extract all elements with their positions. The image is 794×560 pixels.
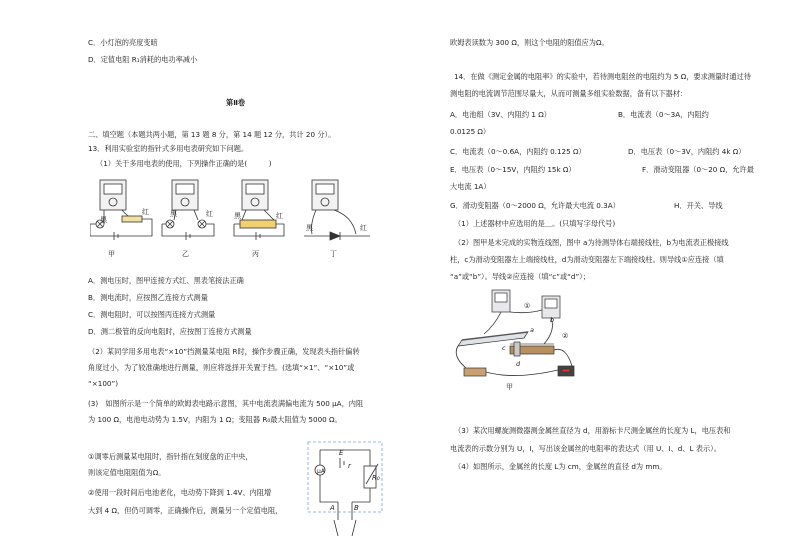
question-13-part1: （1）关于多用电表的使用，下列操作正确的是( )	[96, 159, 272, 168]
black-probe-label-ding: 黑	[306, 224, 313, 232]
right-column	[410, 0, 780, 560]
internal-resistance-label: r	[348, 462, 351, 470]
part2-heading: 二、填空题（本题共两小题，第 13 题 8 分，第 14 题 12 分，共计 20 分）。	[88, 130, 336, 139]
question-13-part2-line1: （2）某同学用多用电表“×10”挡测量某电阻 R时，操作步骤正确，发现表头指针偏转	[88, 347, 360, 356]
ammeter-symbol: μA	[317, 468, 325, 475]
question-14-part2-line3: “a”或“b”）。导线②应连接（填“c”或“d”）；	[450, 272, 590, 281]
question-13-sub2-line2: 大到 4 Ω，但仍可调零，正确操作后，测量另一个定值电阻，	[88, 506, 283, 515]
black-probe-label-bing: 黑	[234, 212, 241, 220]
question-13-part2-line2: 角度过小，为了较准确地进行测量，则应将选择开关置于挡。(选填“×1”、“×10”或	[88, 363, 355, 372]
option-c-previous: C．小灯泡的亮度变暗	[88, 38, 158, 47]
question-13-part2-line3: “×100”)	[88, 379, 118, 388]
equipment-b-continued: 0.0125 Ω）	[450, 127, 491, 136]
equipment-h: H．开关、导线	[674, 201, 723, 210]
question-13-stem: 13．利用实验室的指针式多用电表研究如下问题。	[88, 144, 249, 153]
terminal-d-label: d	[516, 360, 521, 368]
question-13-sub2-line1: ②使用一段时间后电池老化，电动势下降到 1.4V、内阻增	[88, 488, 272, 497]
terminal-b-label: B	[354, 504, 359, 512]
ohmmeter-circuit	[306, 440, 384, 540]
question-13-sub1-line1: ①调零后测量某电阻时，指针指在刻度盘的正中央，	[88, 452, 253, 461]
photo-caption-jia: 甲	[506, 383, 513, 391]
wire-two-label: ②	[562, 332, 569, 340]
black-probe-label-jia: 黑	[100, 216, 107, 224]
emf-label: E	[339, 449, 344, 457]
equipment-a: A．电池组（3V、内阻约 1 Ω）	[450, 110, 551, 119]
question-14-part1: （1）上述器材中应选用的是＿。(只填写字母代号)	[454, 219, 616, 228]
black-probe-label-yi: 黑	[170, 210, 177, 218]
multimeter-figures	[90, 172, 375, 264]
equipment-g: G．滑动变阻器（0～2000 Ω，允许最大电流 0.3A）	[450, 201, 620, 210]
red-probe-label-yi: 红	[206, 210, 213, 218]
option-d: D．测二极管的反向电阻时，应按图丁连接方式测量	[88, 327, 252, 336]
equipment-c: C．电流表（0～0.6A，内阻约 0.125 Ω）	[450, 147, 586, 156]
option-b: B．测电流时，应按图乙连接方式测量	[88, 293, 208, 302]
equipment-f: F．滑动变阻器（0～20 Ω，允许最	[642, 165, 754, 174]
question-14-line1: 14．在做《测定金属的电阻率》的实验中，若待测电阻丝的电阻约为 5 Ω，要求测量时通过待	[454, 72, 751, 81]
carryover-line: 欧姆表读数为 300 Ω，则这个电阻的阻值应为Ω。	[450, 38, 609, 47]
terminal-b-label: b	[550, 316, 555, 324]
figure-label-yi: 乙	[182, 250, 189, 258]
left-column	[0, 0, 380, 560]
question-13-sub1-line2: 则该定值电阻阻值为Ω。	[88, 468, 166, 477]
terminal-a-label: a	[530, 326, 534, 334]
section-title: 第Ⅱ卷	[226, 98, 246, 107]
equipment-e: E．电压表（0～15V，内阻约 15k Ω）	[450, 165, 576, 174]
red-probe-label-jia: 红	[142, 208, 149, 216]
apparatus-photo	[454, 286, 604, 392]
question-14-part3-line2: 电流表的示数分别为 U，I，写出该金属丝的电阻率的表达式（用 U、I、d、L 表示）。	[450, 444, 721, 453]
equipment-f-continued: 大电流 1A）	[450, 182, 491, 191]
question-13-part3-line2: 为 100 Ω，电池电动势为 1.5V，内阻为 1 Ω；变阻器 R₀最大阻值为 5000 Ω。	[88, 415, 342, 424]
terminal-a-label: A	[330, 504, 335, 512]
question-14-line2: 测电阻的电流调节范围尽量大，从而可测量多组实验数据，备有以下器材：	[450, 89, 688, 98]
option-d-previous: D．定值电阻 R₁消耗的电功率减小	[88, 55, 198, 64]
option-a: A．测电压时，图甲连接方式红、黑表笔接法正确	[88, 276, 244, 285]
rheostat-label: R₀	[372, 474, 380, 482]
question-14-part2-line2: 柱，c为滑动变阻器左上端接线柱，d为滑动变阻器左下端接线柱。则导线①应连接（填	[450, 255, 724, 264]
figure-label-ding: 丁	[330, 250, 337, 258]
terminal-c-label: c	[502, 344, 506, 352]
red-probe-label-bing: 红	[276, 212, 283, 220]
equipment-b: B．电流表（0～3A，内阻约	[618, 110, 709, 119]
question-14-part4: （4）如图所示，金属丝的长度 L为 cm，金属丝的直径 d为 mm。	[454, 462, 667, 471]
figure-label-jia: 甲	[108, 250, 115, 258]
figure-label-bing: 丙	[252, 250, 259, 258]
question-14-part3-line1: （3）某次用螺旋测微器测金属丝直径为 d，用游标卡尺测金属丝的长度为 L，电压表和	[454, 426, 731, 435]
figure-bing	[234, 180, 284, 240]
wire-one-label: ①	[524, 302, 531, 310]
equipment-d: D．电压表（0～3V，内阻约 4k Ω）	[628, 147, 746, 156]
option-c: C．测电阻时，可以按图丙连接方式测量	[88, 310, 216, 319]
red-probe-label-ding: 红	[360, 224, 367, 232]
question-14-part2-line1: （2）图甲是未完成的实物连线图，图中 a为待测导体右端接线柱，b为电流表正极接线	[454, 238, 729, 247]
question-13-part3-line1: (3) 如图所示是一个简单的欧姆表电路示意图，其中电流表满偏电流为 500 μA，内阻	[88, 399, 364, 408]
